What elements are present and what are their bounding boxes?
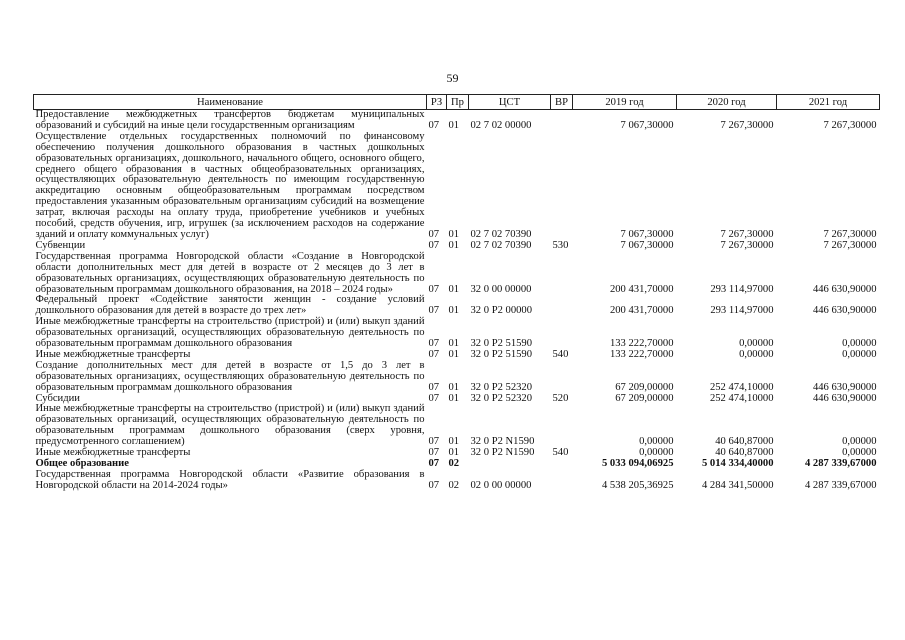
row-2021: 7 267,30000 xyxy=(823,239,877,251)
row-2019: 133 222,70000 xyxy=(609,338,674,350)
row-pr: 01 xyxy=(448,119,460,131)
row-vr: 520 xyxy=(552,392,569,404)
row-2020: 5 014 334,40000 xyxy=(701,458,774,469)
row-2019: 200 431,70000 xyxy=(609,305,674,317)
row-rz: 07 xyxy=(428,447,440,459)
row-2020: 0,00000 xyxy=(739,348,774,360)
row-2020: 4 284 341,50000 xyxy=(701,479,774,491)
row-pr: 01 xyxy=(448,239,460,251)
row-2019: 4 538 205,36925 xyxy=(601,479,674,491)
header-pr: Пр xyxy=(447,95,469,110)
row-pr: 01 xyxy=(448,283,460,295)
row-pr: 01 xyxy=(448,381,460,393)
row-rz: 07 xyxy=(428,458,440,469)
row-vr: 540 xyxy=(552,348,569,360)
row-pr: 01 xyxy=(448,447,460,459)
row-rz: 07 xyxy=(428,436,440,448)
row-cst xyxy=(469,459,551,470)
row-2020: 40 640,87000 xyxy=(715,447,774,459)
row-vr xyxy=(551,317,573,350)
row-2019: 5 033 094,06925 xyxy=(601,458,674,469)
table-row xyxy=(34,404,880,448)
row-rz: 07 xyxy=(428,239,440,251)
row-2021: 0,00000 xyxy=(842,436,877,448)
header-2021: 2021 год xyxy=(777,95,880,110)
row-rz: 07 xyxy=(428,283,440,295)
row-2019: 0,00000 xyxy=(639,436,674,448)
row-2021: 0,00000 xyxy=(842,447,877,459)
row-vr xyxy=(551,361,573,394)
row-cst: 02 7 02 00000 xyxy=(470,119,532,131)
row-vr xyxy=(551,132,573,241)
row-pr: 01 xyxy=(448,338,460,350)
row-2021: 446 630,90000 xyxy=(812,283,877,295)
row-rz: 07 xyxy=(428,119,440,131)
table-row xyxy=(34,252,880,296)
row-name: Общее образование xyxy=(35,458,129,469)
row-name: Иные межбюджетные трансферты xyxy=(35,447,191,459)
header-name: Наименование xyxy=(34,95,427,110)
row-rz: 07 xyxy=(428,228,440,240)
row-pr: 01 xyxy=(448,228,460,240)
row-2020: 7 267,30000 xyxy=(720,239,774,251)
row-2020: 252 474,10000 xyxy=(709,392,774,404)
row-cst: 02 7 02 70390 xyxy=(470,239,532,251)
row-name: Федеральный проект «Содействие занятости женщин - создание условий дошкольного образования для детей в возрасте до трех лет» xyxy=(35,294,425,317)
row-rz: 07 xyxy=(428,392,440,404)
row-cst: 32 0 P2 52320 xyxy=(470,392,533,404)
row-name: Государственная программа Новгородской области «Развитие образования в Новгородской области на 2014-2024 годы» xyxy=(35,468,425,491)
row-rz: 07 xyxy=(428,338,440,350)
row-name: Субвенции xyxy=(35,239,86,251)
table-row xyxy=(34,132,880,241)
row-2021: 446 630,90000 xyxy=(812,392,877,404)
table-row xyxy=(34,295,880,317)
row-vr: 540 xyxy=(552,447,569,459)
row-name: Предоставление межбюджетных трансфертов бюджетам муниципальных образований и субсидий на иные цели государственным организациям xyxy=(35,109,425,131)
row-rz: 07 xyxy=(428,479,440,491)
row-name: Иные межбюджетные трансферты xyxy=(35,348,191,360)
row-2020: 252 474,10000 xyxy=(709,381,774,393)
row-2021: 7 267,30000 xyxy=(823,119,877,131)
row-2021: 446 630,90000 xyxy=(812,305,877,317)
row-vr xyxy=(551,404,573,448)
row-vr xyxy=(551,110,573,132)
table-row xyxy=(34,470,880,492)
row-2021: 7 267,30000 xyxy=(823,228,877,240)
row-pr: 01 xyxy=(448,436,460,448)
row-2019: 67 209,00000 xyxy=(615,392,674,404)
row-2020: 7 267,30000 xyxy=(720,119,774,131)
row-pr: 01 xyxy=(448,305,460,317)
row-name: Субсидии xyxy=(35,392,80,404)
row-2020: 293 114,97000 xyxy=(710,305,774,317)
row-2021: 0,00000 xyxy=(842,338,877,350)
row-pr: 02 xyxy=(448,479,460,491)
row-name: Осуществление отдельных государственных полномочий по финансовому обеспечению получения дошкольного образования в частных дошкольных образовательных организациях, дошкольного, начального общего, основного общего, среднего общего образования в частных общеобразовательных организациях, осуществляющих образовательную деятельность по имеющим государственную аккредитацию основным общеобразовательным программам посредством предоставления указанным образовательным организациям субсидий на возмещение затрат, включая расходы на оплату труда, приобретение учебников и учебных пособий, средств обучения, игр, игрушек (за исключением расходов на содержание зданий и оплату коммунальных услуг) xyxy=(35,130,425,240)
row-name: Иные межбюджетные трансферты на строительство (пристрой) и (или) выкуп зданий образовательных организаций, осуществляющих образовательную деятельность по образовательным программам дошкольного образования xyxy=(35,316,425,350)
row-2019: 7 067,30000 xyxy=(620,228,674,240)
row-rz: 07 xyxy=(428,348,440,360)
row-name: Иные межбюджетные трансферты на строительство (пристрой) и (или) выкуп зданий образовательных организаций, осуществляющих образовательную деятельность по образовательным программам дошкольного образования (сверх уровня, предусмотренного соглашением) xyxy=(35,403,425,448)
row-2020: 7 267,30000 xyxy=(720,228,774,240)
row-2019: 0,00000 xyxy=(639,447,674,459)
row-2019: 7 067,30000 xyxy=(620,239,674,251)
row-cst: 32 0 P2 N1590 xyxy=(470,447,535,459)
table-header-row xyxy=(34,95,880,110)
row-cst: 32 0 P2 N1590 xyxy=(470,436,535,448)
row-vr xyxy=(551,459,573,470)
row-vr xyxy=(551,252,573,296)
budget-table xyxy=(33,94,880,492)
row-rz: 07 xyxy=(428,305,440,317)
row-pr: 02 xyxy=(448,458,460,469)
row-pr: 01 xyxy=(448,348,460,360)
row-2021: 4 287 339,67000 xyxy=(804,479,877,491)
row-2019: 200 431,70000 xyxy=(609,283,674,295)
row-cst: 02 7 02 70390 xyxy=(470,228,532,240)
row-2020: 0,00000 xyxy=(739,338,774,350)
row-2020: 293 114,97000 xyxy=(710,283,774,295)
row-2021: 4 287 339,67000 xyxy=(804,458,877,469)
row-rz: 07 xyxy=(428,381,440,393)
row-cst: 32 0 00 00000 xyxy=(470,283,532,295)
header-2020: 2020 год xyxy=(677,95,777,110)
table-row xyxy=(34,110,880,132)
row-2021: 446 630,90000 xyxy=(812,381,877,393)
row-pr: 01 xyxy=(448,392,460,404)
row-cst: 32 0 P2 52320 xyxy=(470,381,533,393)
header-2019: 2019 год xyxy=(573,95,677,110)
table-row xyxy=(34,361,880,394)
row-cst: 32 0 P2 51590 xyxy=(470,348,533,360)
header-cst: ЦСТ xyxy=(469,95,551,110)
row-vr xyxy=(551,295,573,317)
row-cst: 32 0 P2 00000 xyxy=(470,305,533,317)
row-name: Создание дополнительных мест для детей в возрасте от 1,5 до 3 лет в образовательных организациях, осуществляющих образовательную деятельность по образовательным программам дошкольного образования xyxy=(35,359,425,393)
header-vr: ВР xyxy=(551,95,573,110)
row-vr xyxy=(551,470,573,492)
row-2021: 0,00000 xyxy=(842,348,877,360)
table-row xyxy=(34,317,880,350)
row-name: Государственная программа Новгородской области «Создание в Новгородской области дополнительных мест для детей в возрасте от 2 месяцев до 3 лет в образовательных организациях, осуществляющих образовательную деятельность по образовательным программам дошкольного образования, на 2018 – 2024 годы» xyxy=(35,250,425,295)
row-2019: 67 209,00000 xyxy=(615,381,674,393)
header-rz: РЗ xyxy=(427,95,447,110)
row-2019: 133 222,70000 xyxy=(609,348,674,360)
row-2020: 40 640,87000 xyxy=(715,436,774,448)
row-vr: 530 xyxy=(552,239,569,251)
row-2019: 7 067,30000 xyxy=(620,119,674,131)
row-cst: 02 0 00 00000 xyxy=(470,479,532,491)
page-number: 59 xyxy=(446,71,459,85)
row-cst: 32 0 P2 51590 xyxy=(470,338,533,350)
